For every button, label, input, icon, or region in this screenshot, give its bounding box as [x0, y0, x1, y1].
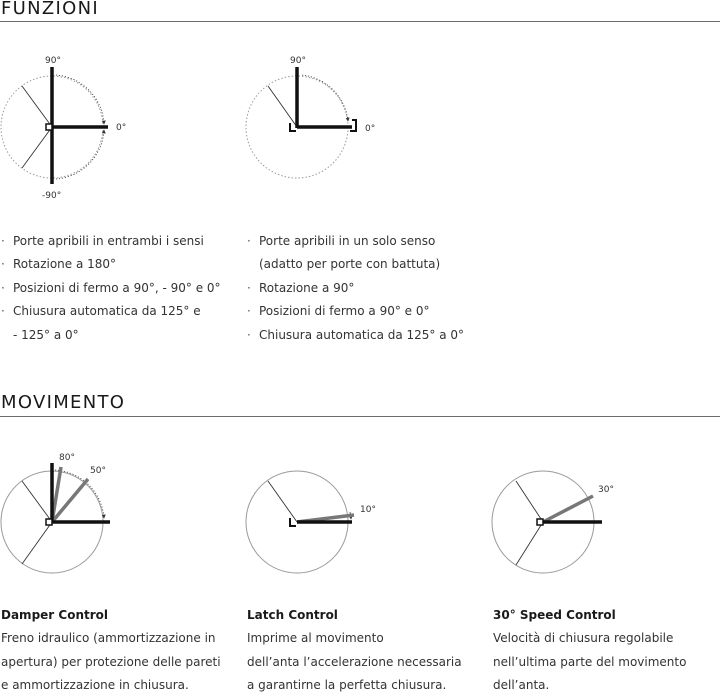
feature-latch-control — [247, 604, 462, 698]
label-10: 10° — [360, 505, 376, 515]
feature-title: 30° Speed Control — [493, 608, 616, 622]
close-arrow-upper — [56, 75, 104, 124]
pivot — [46, 124, 52, 130]
list-item: · Chiusura automatica da 125° a 0° — [247, 324, 464, 347]
label-30: 30° — [598, 485, 614, 495]
list-item: · Porte apribili in un solo senso — [247, 230, 464, 253]
list-item-continuation: - 125° a 0° — [13, 327, 79, 342]
functions-list-one-way — [247, 230, 464, 347]
label-90: 90° — [45, 56, 61, 66]
feature-line: a garantirne la perfetta chiusura. — [247, 678, 447, 693]
section-title-funzioni: FUNZIONI — [1, 0, 99, 19]
list-item: · Porte apribili in entrambi i sensi — [1, 230, 221, 253]
limit-line — [268, 86, 297, 127]
label-0: 0° — [116, 123, 127, 133]
speed-angle-30 — [543, 496, 593, 522]
label-90: 90° — [290, 56, 306, 66]
feature-line: Imprime al movimento — [247, 631, 384, 646]
list-item: · Posizioni di fermo a 90°, - 90° e 0° — [1, 277, 221, 300]
feature-speed-control — [493, 604, 686, 698]
diagram-both-ways — [1, 56, 126, 201]
list-item: · Rotazione a 180° — [1, 253, 221, 276]
feature-damper-control — [1, 604, 221, 698]
list-item: · Rotazione a 90° — [247, 277, 464, 300]
functions-list-both-ways — [1, 230, 221, 347]
diagram-latch — [246, 471, 376, 573]
feature-line: dell’anta l’accelerazione necessaria — [247, 654, 462, 669]
pivot — [46, 519, 52, 525]
label-minus-90: -90° — [42, 191, 62, 201]
feature-line: apertura) per protezione delle pareti — [1, 654, 221, 669]
limit-line-upper — [22, 86, 52, 127]
feature-title: Damper Control — [1, 608, 108, 622]
feature-title: Latch Control — [247, 608, 338, 622]
label-0: 0° — [365, 124, 376, 134]
feature-line: e ammortizzazione in chiusura. — [1, 678, 189, 693]
diagram-speed — [492, 471, 614, 573]
limit-line-upper — [516, 481, 543, 522]
feature-line: dell’anta. — [493, 678, 550, 693]
diagram-damper — [1, 453, 110, 573]
limit-line — [268, 481, 297, 522]
limit-line-upper — [22, 481, 52, 522]
feature-line: nell’ultima parte del movimento — [493, 654, 687, 669]
label-50: 50° — [90, 466, 106, 476]
close-arrow-lower — [56, 130, 104, 179]
limit-line-lower — [22, 127, 52, 168]
label-80: 80° — [59, 453, 75, 463]
limit-line-lower — [22, 522, 52, 564]
limit-line-lower — [516, 522, 543, 565]
feature-line: Freno idraulico (ammortizzazione in — [1, 631, 216, 646]
list-item-continuation: (adatto per porte con battuta) — [259, 257, 441, 272]
diagram-one-way — [246, 56, 375, 178]
close-arrow — [302, 75, 348, 121]
list-item: · Chiusura automatica da 125° e — [1, 300, 221, 323]
list-item: · Posizioni di fermo a 90° e 0° — [247, 300, 464, 323]
section-title-movimento: MOVIMENTO — [1, 392, 126, 413]
pivot — [537, 519, 543, 525]
feature-line: Velocità di chiusura regolabile — [493, 631, 674, 646]
